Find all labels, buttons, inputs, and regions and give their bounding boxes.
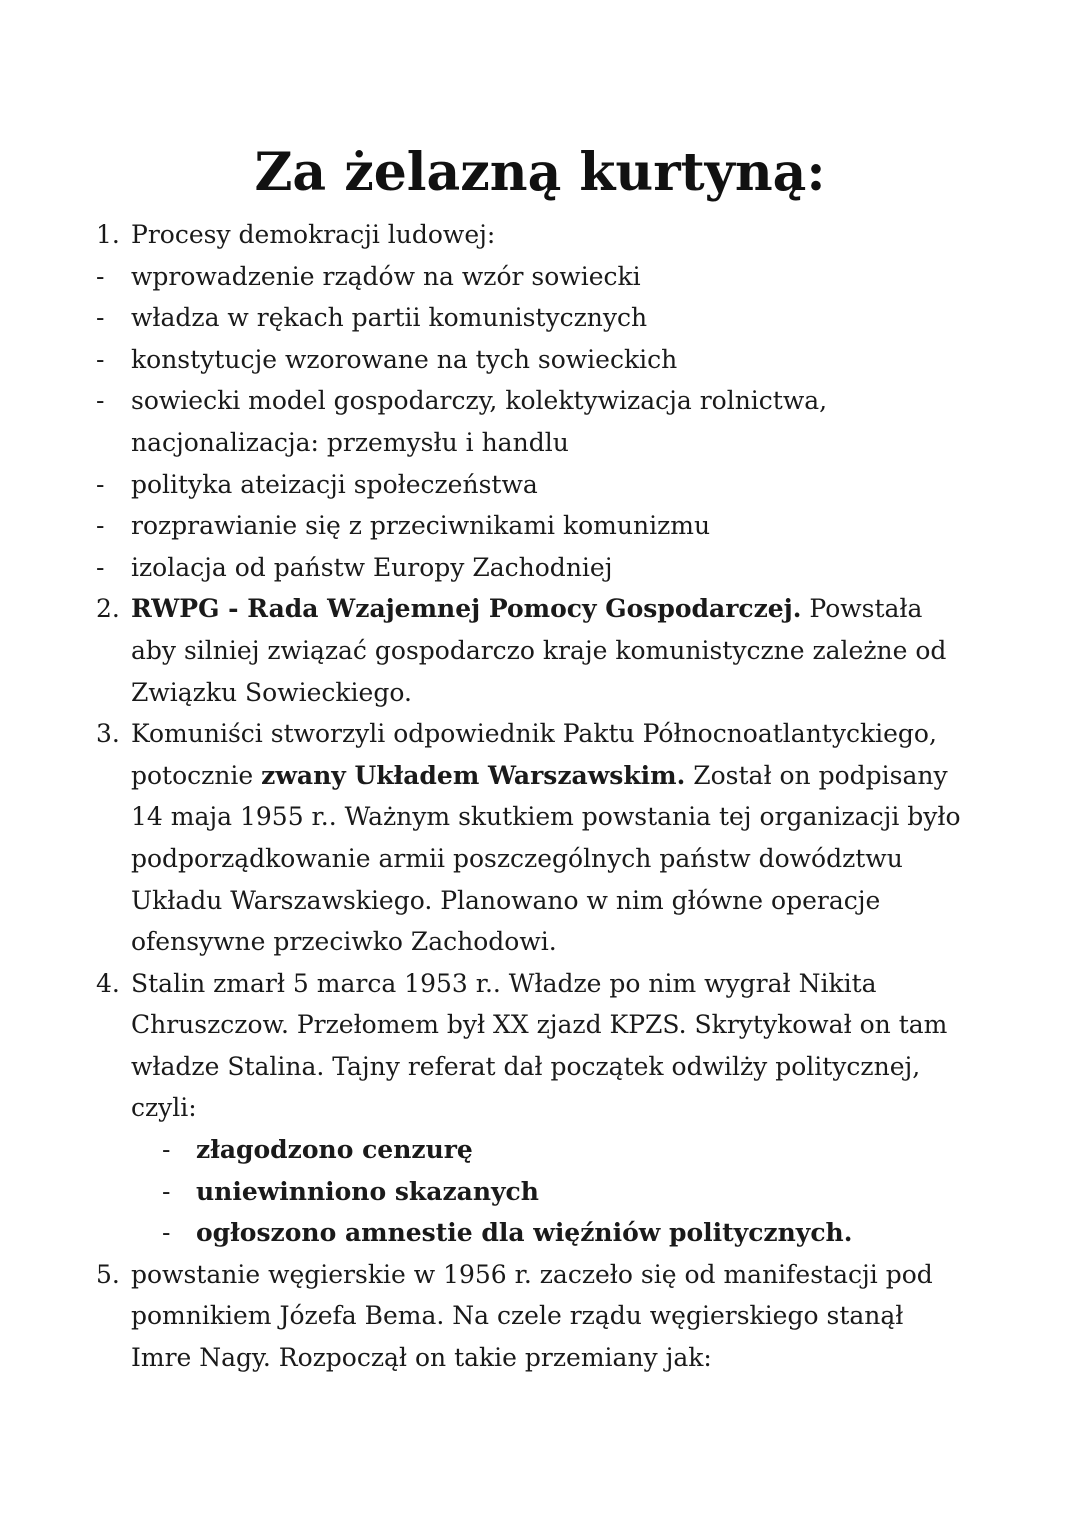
sub-list-item [96,1129,966,1171]
list-item [96,339,966,381]
list-item [96,297,966,339]
list-item [96,256,966,298]
list-item-text: Został on podpisany 14 maja 1955 r.. Ważnym skutkiem powstania tej organizacji było podporządkowanie armii poszczególnych państw dowództwu Układu Warszawskiego. Planowano w nim główne operacje ofensywne przeciwko Zachodowi. [131,760,961,957]
list-dash: - [162,1176,171,1206]
list-item-text: konstytucje wzorowane na tych sowieckich [131,344,678,374]
list-item-text: powstanie węgierskie w 1956 r. zaczeło się od manifestacji pod pomnikiem Józefa Bema. Na czele rządu węgierskiego stanął Imre Nagy. Rozpoczął on takie przemiany jak: [131,1259,933,1373]
list-item-text: Komuniści stworzyli odpowiednik Paktu Północnoatlantyckiego, potocznie [131,719,937,790]
list-item [96,214,966,256]
list-item-bold-text: złagodzono cenzurę [196,1135,473,1165]
list-number: 1. [96,220,120,249]
list-item-text: rozprawianie się z przeciwnikami komunizmu [131,511,711,541]
list-item-bold-text: RWPG - Rada Wzajemnej Pomocy Gospodarczej. [131,594,802,624]
list-item-bold-text: zwany Układem Warszawskim. [261,760,686,790]
list-item [96,547,966,589]
list-number: 4. [96,968,120,998]
sub-list-item [96,1212,966,1254]
list-item-text: polityka ateizacji społeczeństwa [131,469,538,499]
sub-list-item [96,1171,966,1213]
list-dash: - [162,1218,171,1248]
page-title: Za żelazną kurtyną: [254,142,826,203]
list-item-text: władza w rękach partii komunistycznych [131,303,648,333]
list-item-text: sowiecki model gospodarczy, kolektywizacja rolnictwa, nacjonalizacja: przemysłu i handlu [131,386,828,457]
list-item [96,505,966,547]
list-item [96,713,966,963]
list-number: 3. [96,719,120,749]
list-item-text: Stalin zmarł 5 marca 1953 r.. Władze po nim wygrał Nikita Chruszczow. Przełomem był XX zjazd KPZS. Skrytykował on tam władze Stalina. Tajny referat dał początek odwilży politycznej, czyli: [131,968,948,1123]
list-dash: - [96,469,105,499]
list-dash: - [96,552,105,582]
list-item-bold-text: ogłoszono amnestie dla więźniów politycznych. [196,1218,853,1248]
list-number: 2. [96,594,120,624]
list-item-text: Powstała aby silniej związać gospodarczo kraje komunistyczne zależne od Związku Sowieckiego. [131,594,947,707]
list-dash: - [96,386,105,416]
list-item [96,588,966,713]
list-dash: - [96,303,105,333]
list-dash: - [96,261,105,291]
list-item [96,380,966,463]
list-item [96,1254,966,1379]
list-item [96,963,966,1129]
notes-list [96,214,966,1379]
list-dash: - [96,511,105,541]
list-dash: - [162,1135,171,1165]
list-item-text: wprowadzenie rządów na wzór sowiecki [131,261,641,291]
list-item [96,464,966,506]
list-number: 5. [96,1259,120,1289]
list-item-bold-text: uniewinniono skazanych [196,1176,539,1206]
list-item-text: izolacja od państw Europy Zachodniej [131,552,613,582]
list-item-text: Procesy demokracji ludowej: [131,220,496,249]
list-dash: - [96,344,105,374]
